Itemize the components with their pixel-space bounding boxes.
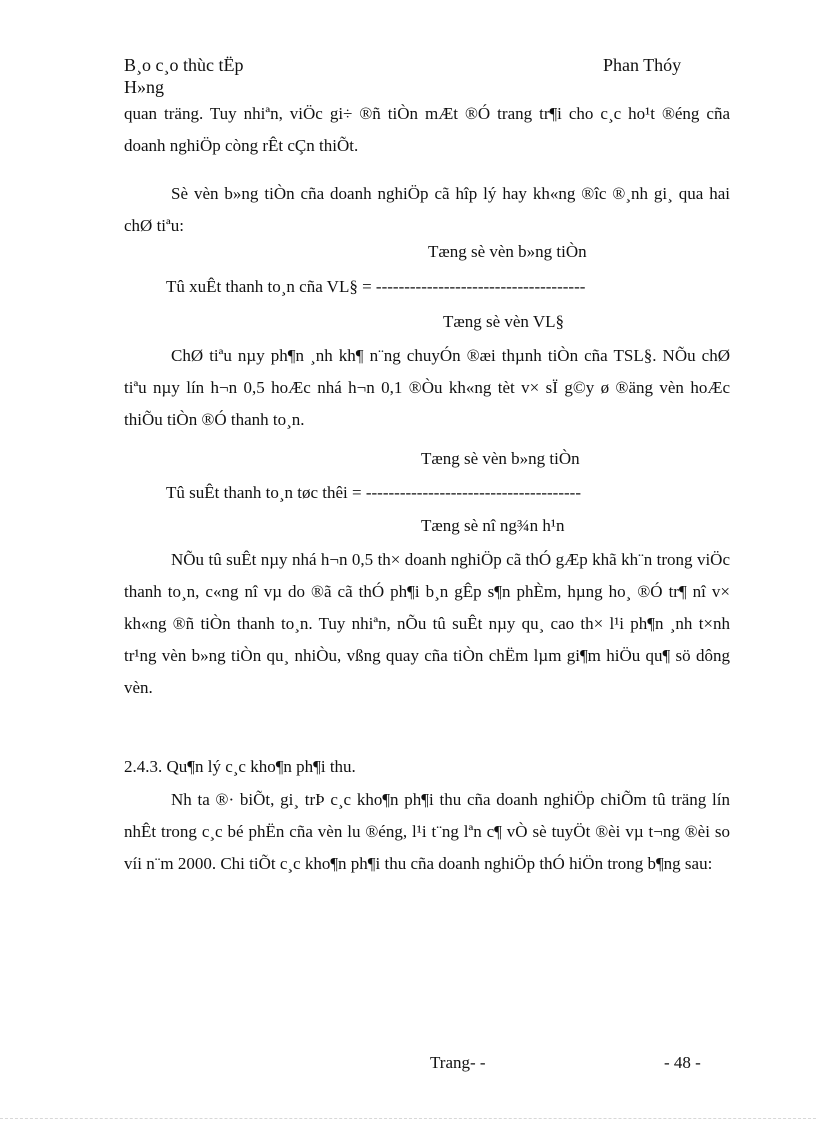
paragraph-4: NÕu tû suÊt nµy nhá h¬n 0,5 th× doanh nghiÖp cã thÓ gÆp khã kh¨n trong viÖc thanh to¸n, c«ng nî vµ do ®ã cã thÓ ph¶i b¸n gÊp s¶n phÈm, hµng ho¸ ®Ó tr¶ nî v× kh«ng ®ñ tiÒn thanh to¸n. Tuy nhiªn, nÕu tû suÊt nµy qu¸ cao th× l¹i ph¶n ¸nh t×nh tr¹ng vèn b»ng tiÒn qu¸ nhiÒu, vßng quay cña tiÒn chËm lµm gi¶m hiÖu qu¶ sö dông vèn. (124, 550, 730, 697)
header-left-line2: H»ng (124, 77, 164, 97)
header-left-line1: B¸o c¸o thùc tËp (124, 55, 244, 75)
footer-page-label: Trang- - (430, 1053, 486, 1072)
formula2-denominator: Tæng sè nî ng¾n h¹n (421, 516, 565, 535)
paragraph-5: Nh ta ®· biÕt, gi¸ trÞ c¸c kho¶n ph¶i thu cña doanh nghiÖp chiÕm tû träng lín nhÊt trong c¸c bé phËn cña vèn lu ®éng, l¹i t¨ng lªn c¶ vÒ sè tuyÖt ®èi vµ t¬ng ®èi so víi n¨m 2000. Chi tiÕt c¸c kho¶n ph¶i thu cña doanh nghiÖp thÓ hiÖn trong b¶ng sau: (124, 790, 730, 873)
section-heading: 2.4.3. Qu¶n lý c¸c kho¶n ph¶i thu. (124, 757, 356, 776)
formula1-label: Tû xuÊt thanh to¸n cña VL§ = ------------------------------------- (166, 277, 586, 296)
paragraph-1: quan träng. Tuy nhiªn, viÖc gi÷ ®ñ tiÒn mÆt ®Ó trang tr¶i cho c¸c ho¹t ®éng cña doanh nghiÖp còng rÊt cÇn thiÕt. (124, 104, 730, 155)
formula2-numerator: Tæng sè vèn b»ng tiÒn (421, 449, 580, 468)
paragraph-3: ChØ tiªu nµy ph¶n ¸nh kh¶ n¨ng chuyÓn ®æi thµnh tiÒn cña TSL§. NÕu chØ tiªu nµy lín h¬n 0,5 hoÆc nhá h¬n 0,1 ®Òu kh«ng tèt v× sÏ g©y ø ®äng vèn hoÆc thiÕu tiÒn ®Ó thanh to¸n. (124, 346, 730, 429)
formula2-label: Tû suÊt thanh to¸n tøc thêi = -------------------------------------- (166, 483, 581, 502)
formula1-numerator: Tæng sè vèn b»ng tiÒn (428, 242, 587, 261)
footer-page-number: - 48 - (664, 1053, 701, 1072)
formula1-denominator: Tæng sè vèn VL§ (443, 312, 565, 331)
header-right: Phan Thóy (603, 55, 682, 75)
page-bottom-divider (0, 1118, 816, 1119)
paragraph-2: Sè vèn b»ng tiÒn cña doanh nghiÖp cã hîp lý hay kh«ng ®îc ®¸nh gi¸ qua hai chØ tiªu: (124, 184, 730, 235)
